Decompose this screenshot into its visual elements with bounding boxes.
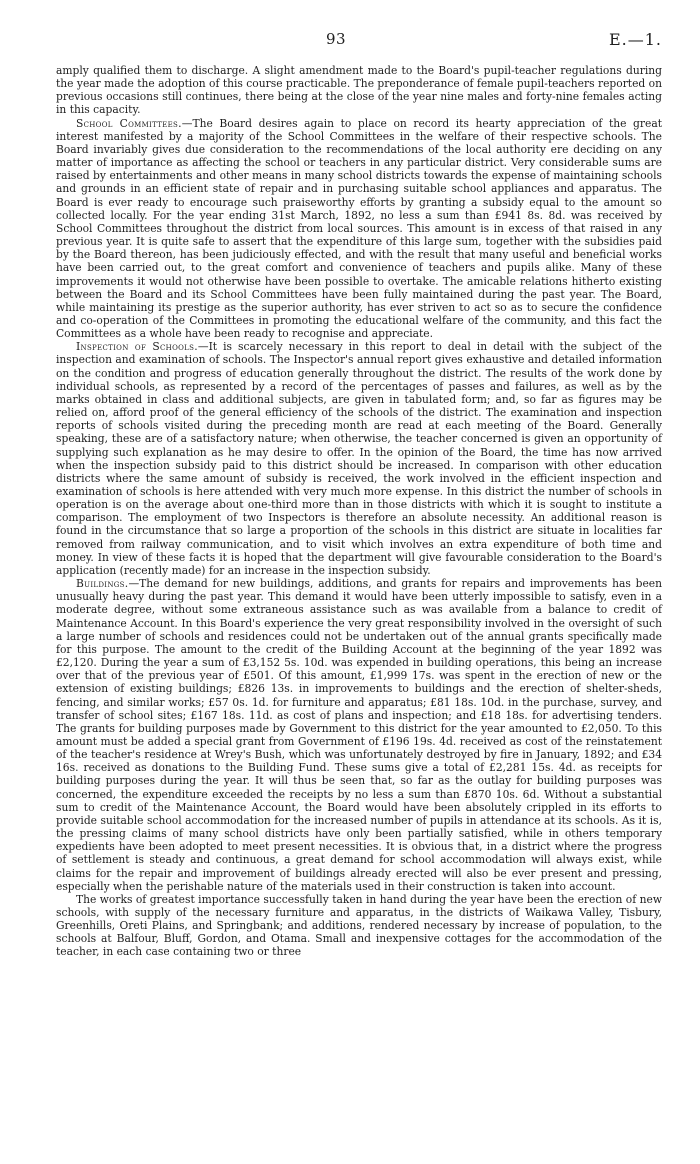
body-text xyxy=(56,64,662,959)
section-heading-school-committees: School Committees. xyxy=(76,116,182,130)
page-header xyxy=(56,30,662,64)
paragraph-text: —The Board desires again to place on record its hearty appreciation of the great interest manifested by a majority of the School Committees in the welfare of their respective schools. The Board invariably gives due consideration to the recommendations of the local authority ere deciding on any matter of importance as affecting the school or teachers in any particular district. Very considerable sums are raised by entertainments and other means in many school districts towards the expense of maintaining schools and grounds in an efficient state of repair and in purchasing suitable school appliances and apparatus. The Board is ever ready to encourage such praiseworthy efforts by granting a subsidy equal to the amount so collected locally. For the year ending 31st March, 1892, no less a sum than £941 8s. 8d. was received by School Committees throughout the district from local sources. This amount is in excess of that raised in any previous year. It is quite safe to assert that the expenditure of this large sum, together with the subsidies paid by the Board thereon, has been judiciously effected, and with the result that many useful and beneficial works have been carried out, to the great comfort and convenience of teachers and pupils alike. Many of these improvements it would not otherwise have been possible to overtake. The amicable relations hitherto existing between the Board and its School Committees have been fully maintained during the past year. The Board, while maintaining its prestige as the superior authority, has ever striven to act so as to secure the confidence and co-operation of the Committees in promoting the educational welfare of the community, and this fact the Committees as a whole have been ready to recognise and appreciate. xyxy=(56,116,662,341)
paragraph-text: —The demand for new buildings, additions, and grants for repairs and improvements has been unusually heavy during the past year. This demand it would have been utterly impossible to satisfy, even in a moderate degree, without some extraneous assistance such as was available from a balance to credit of Maintenance Account. In this Board's experience the very great responsibility involved in the oversight of such a large number of schools and residences could not be undertaken out of the annual grants specifically made for this purpose. The amount to the credit of the Building Account at the beginning of the year 1892 was £2,120. During the year a sum of £3,152 5s. 10d. was expended in building operations, this being an increase over that of the previous year of £501. Of this amount, £1,999 17s. was spent in the erection of new or the extension of existing buildings; £826 13s. in improvements to buildings and the erection of shelter-sheds, fencing, and similar works; £57 0s. 1d. for furniture and apparatus; £81 18s. 10d. in the purchase, survey, and transfer of school sites; £167 18s. 11d. as cost of plans and inspection; and £18 18s. for advertising tenders. The grants for building purposes made by Government to this district for the year amounted to £2,050. To this amount must be added a special grant from Government of £196 19s. 4d. received as cost of the reinstatement of the teacher's residence at Wrey's Bush, which was unfortunately destroyed by fire in January, 1892; and £34 16s. received as donations to the Building Fund. These sums give a total of £2,281 15s. 4d. as receipts for building purposes during the year. It will thus be seen that, so far as the outlay for building purposes was concerned, the expenditure exceeded the receipts by no less a sum than £870 10s. 6d. Without a substantial sum to credit of the Maintenance Account, the Board would have been absolutely crippled in its efforts to provide suitable school accommodation for the increased number of pupils in attendance at its schools. As it is, the pressing claims of many school districts have only been partially satisfied, while in others temporary expedients have been adopted to meet present necessities. It is obvious that, in a district where the progress of settlement is steady and continuous, a great demand for school accommodation will always exist, while claims for the repair and improvement of buildings already erected will also be ever present and pressing, especially when the perishable nature of the materials used in their construction is taken into account. xyxy=(56,577,662,893)
document-reference: E.—1. xyxy=(608,30,662,49)
section-heading-inspection-of-schools: Inspection of Schools. xyxy=(76,340,198,354)
paragraph-buildings xyxy=(56,577,662,893)
section-heading-buildings: Buildings. xyxy=(76,577,129,591)
page-number: 93 xyxy=(325,30,347,48)
paragraph-pupil-teachers xyxy=(56,64,662,117)
paragraph-school-committees xyxy=(56,117,662,341)
paragraph-text: The works of greatest importance successfully taken in hand during the year have been the erection of new schools, with supply of the necessary furniture and apparatus, in the districts of Waikawa Valley, Tisbury, Greenhills, Oreti Plains, and Springbank; and additions, rendered necessary by increase of population, to the schools at Balfour, Bluff, Gordon, and Otama. Small and inexpensive cottages for the accommodation of the teacher, in each case containing two or three xyxy=(56,892,662,959)
paragraph-text: amply qualified them to discharge. A slight amendment made to the Board's pupil-teacher regulations during the year made the adoption of this course practicable. The preponderance of female pupil-teachers reported on previous occasions still continues, there being at the close of the year nine males and forty-nine females acting in this capacity. xyxy=(56,64,662,117)
document-page xyxy=(56,30,662,959)
paragraph-inspection-of-schools xyxy=(56,340,662,577)
paragraph-works-of-importance xyxy=(56,893,662,959)
paragraph-text: —It is scarcely necessary in this report to deal in detail with the subject of the inspection and examination of schools. The Inspector's annual report gives exhaustive and detailed information on the condition and progress of education generally throughout the district. The results of the work done by individual schools, as represented by a record of the percentages of passes and failures, as well as by the marks obtained in class and additional subjects, are given in tabulated form; and, so far as figures may be relied on, afford proof of the general efficiency of the schools of the district. The examination and inspection reports of schools visited during the preceding month are read at each meeting of the Board. Generally speaking, these are of a satisfactory nature; when otherwise, the teacher concerned is given an opportunity of supplying such explanation as he may desire to offer. In the opinion of the Board, the time has now arrived when the inspection subsidy paid to this district should be increased. In comparison with other education districts where the same amount of subsidy is received, the work involved in the efficient inspection and examination of schools is here attended with very much more expense. In this district the number of schools in operation is on the average about one-third more than in those districts with which it is sought to institute a comparison. The employment of two Inspectors is therefore an absolute necessity. An additional reason is found in the circumstance that so large a proportion of the schools in this district are situate in localities far removed from railway communication, and to visit which involves an extra expenditure of both time and money. In view of these facts it is hoped that the department will give favourable consideration to the Board's application (recently made) for an increase in the inspection subsidy. xyxy=(56,340,662,577)
